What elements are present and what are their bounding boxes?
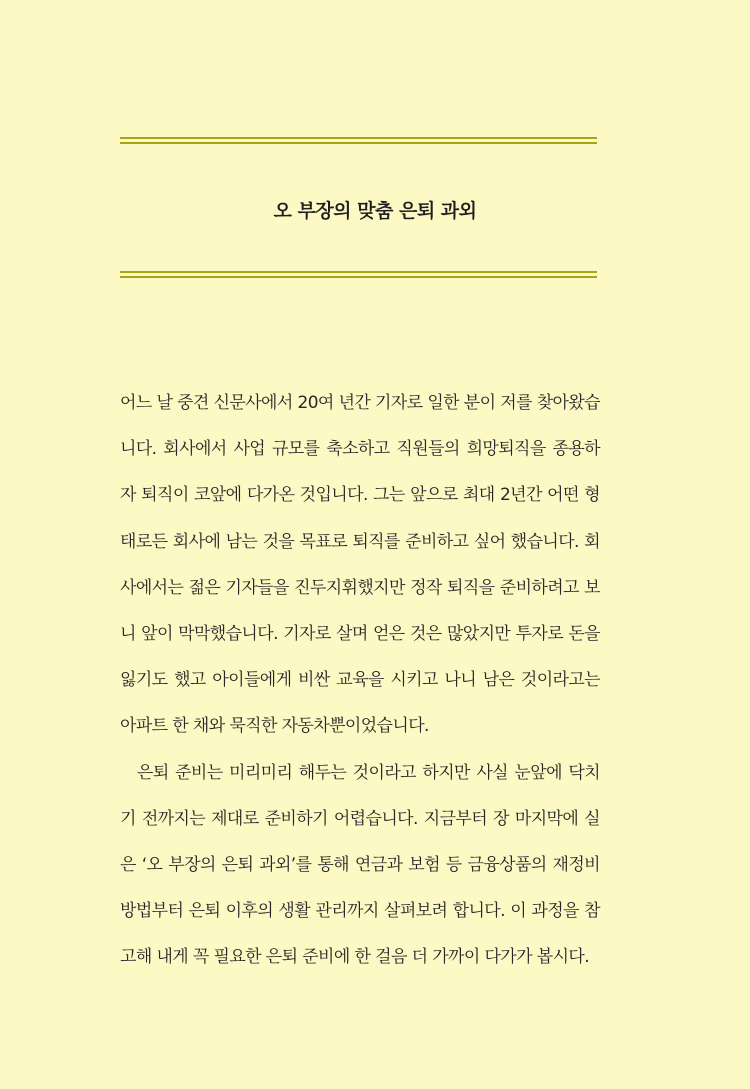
section-title: 오 부장의 맞춤 은퇴 과외 [273, 200, 477, 222]
bottom-double-rule [120, 271, 597, 278]
paragraph-1: 어느 날 중견 신문사에서 20여 년간 기자로 일한 분이 저를 찾아왔습니다. 회사에서 사업 규모를 축소하고 직원들의 희망퇴직을 종용하자 퇴직이 코앞에 다가온 것입니다. 그는 앞으로 최대 2년간 어떤 형태로든 회사에 남는 것을 목표로 퇴직를 준비하고 싶어 했습니다. 회사에서는 젊은 기자들을 진두지휘했지만 정작 퇴직을 준비하려고 보니 앞이 막막했습니다. 기자로 살며 얻은 것은 많았지만 투자로 돈을 잃기도 했고 아이들에게 비싼 교육을 시키고 나니 남은 것이라고는 아파트 한 채와 묵직한 자동차뿐이었습니다. [120, 393, 600, 737]
paragraph-2: 은퇴 준비는 미리미리 해두는 것이라고 하지만 사실 눈앞에 닥치기 전까지는 제대로 준비하기 어렵습니다. 지금부터 장 마지막에 실은 ‘오 부장의 은퇴 과외’를 통해 연금과 보험 등 금융상품의 재정비 방법부터 은퇴 이후의 생활 관리까지 살펴보려 합니다. 이 과정을 참고해 내게 꼭 필요한 은퇴 준비에 한 걸음 더 가까이 다가가 봅시다. [120, 762, 600, 968]
body-text [120, 380, 600, 981]
top-double-rule [120, 137, 597, 144]
